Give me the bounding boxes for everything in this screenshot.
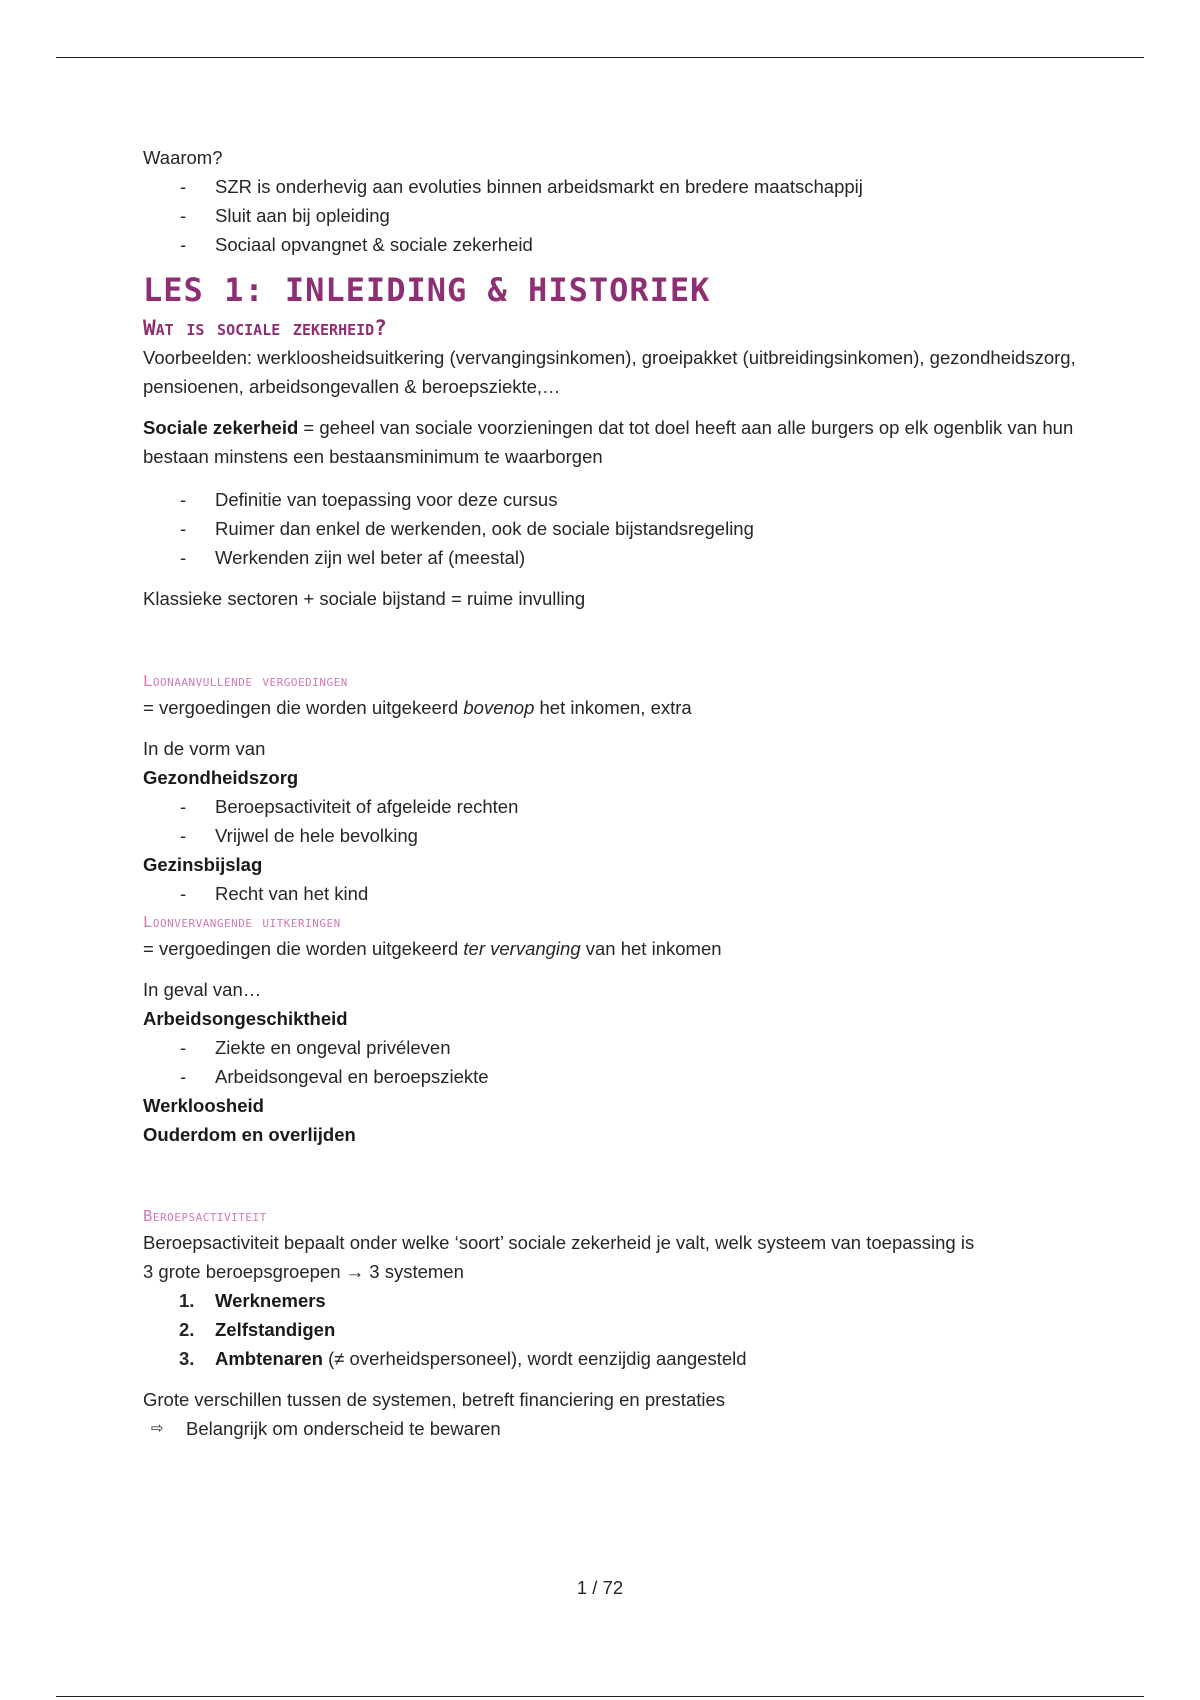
health-title: Gezondheidszorg: [143, 767, 299, 788]
definition-emphasis: bovenop: [463, 697, 535, 718]
list-number: 1.: [179, 1290, 195, 1311]
top-rule: [56, 57, 1144, 58]
page-content: [143, 143, 1103, 1443]
list-item: - Beroepsactiviteit of afgeleide rechten: [215, 792, 1103, 821]
definition-paragraph: [143, 413, 1103, 471]
list-item: - Sluit aan bij opleiding: [215, 201, 1103, 230]
list-item: - Ziekte en ongeval privéleven: [215, 1033, 1103, 1062]
intro-list: [143, 172, 1103, 259]
loonaanvullend-title: Loonaanvullende vergoedingen: [143, 672, 348, 690]
family-list: [143, 879, 1103, 908]
case-intro: In geval van…: [143, 979, 262, 1000]
arrow-icon: ⇨: [151, 1420, 164, 1437]
family-title: Gezinsbijslag: [143, 854, 263, 875]
list-number: 2.: [179, 1319, 195, 1340]
health-list: [143, 792, 1103, 850]
section-title: Wat is sociale zekerheid?: [143, 316, 387, 340]
list-item: [179, 1315, 1103, 1344]
definition-list: [143, 485, 1103, 572]
examples-text: Voorbeelden: werkloosheidsuitkering (vervangingsinkomen), groeipakket (uitbreidingsinkomen), gezondheidszorg, pensioenen, arbeidsongevallen & beroepsziekte,…: [143, 347, 1076, 397]
incapacity-list: [143, 1033, 1103, 1091]
definition-term: Sociale zekerheid: [143, 417, 299, 438]
list-item: - Werkenden zijn wel beter af (meestal): [215, 543, 1103, 572]
conclusion-text: Belangrijk om onderscheid te bewaren: [186, 1418, 501, 1439]
beroepsgroepen-list: [143, 1286, 1103, 1373]
list-item: [179, 1344, 1103, 1373]
list-item: - Recht van het kind: [215, 879, 1103, 908]
lesson-title: LES 1: INLEIDING & HISTORIEK: [143, 271, 711, 309]
old-age-title: Ouderdom en overlijden: [143, 1124, 356, 1145]
list-item: - Arbeidsongeval en beroepsziekte: [215, 1062, 1103, 1091]
beroepsactiviteit-text: Beroepsactiviteit bepaalt onder welke ‘soort’ sociale zekerheid je valt, welk systeem van toepassing is: [143, 1232, 975, 1253]
list-item: - Ruimer dan enkel de werkenden, ook de sociale bijstandsregeling: [215, 514, 1103, 543]
page-number: 1 / 72: [576, 1577, 624, 1598]
list-item: [179, 1286, 1103, 1315]
list-item: - SZR is onderhevig aan evoluties binnen arbeidsmarkt en bredere maatschappij: [215, 172, 1103, 201]
loonvervangend-title: Loonvervangende uitkeringen: [143, 913, 341, 931]
group-name: Ambtenaren: [215, 1348, 323, 1369]
definition-prefix: = vergoedingen die worden uitgekeerd: [143, 938, 464, 959]
loonaanvullend-definition: [143, 693, 1103, 722]
incapacity-title: Arbeidsongeschiktheid: [143, 1008, 348, 1029]
definition-text: = geheel van sociale voorzieningen dat tot doel heeft aan alle burgers op elk ogenblik van hun bestaan minstens een bestaansminimum te waarborgen: [143, 417, 1074, 467]
beroepsgroepen-text: 3 grote beroepsgroepen → 3 systemen: [143, 1261, 464, 1282]
differences-text: Grote verschillen tussen de systemen, betreft financiering en prestaties: [143, 1389, 726, 1410]
list-number: 3.: [179, 1348, 195, 1369]
group-name: Zelfstandigen: [215, 1319, 336, 1340]
list-item: - Sociaal opvangnet & sociale zekerheid: [215, 230, 1103, 259]
loonvervangend-definition: [143, 934, 1103, 963]
form-intro: In de vorm van: [143, 738, 266, 759]
bottom-rule: [56, 1696, 1144, 1697]
definition-prefix: = vergoedingen die worden uitgekeerd: [143, 697, 464, 718]
list-item: - Definitie van toepassing voor deze cursus: [215, 485, 1103, 514]
definition-suffix: het inkomen, extra: [534, 697, 692, 718]
list-item: - Vrijwel de hele bevolking: [215, 821, 1103, 850]
beroepsactiviteit-title: Beroepsactiviteit: [143, 1207, 267, 1225]
group-extra: (≠ overheidspersoneel), wordt eenzijdig aangesteld: [322, 1348, 747, 1369]
intro-question: Waarom?: [143, 147, 223, 168]
definition-emphasis: ter vervanging: [463, 938, 581, 959]
definition-suffix: van het inkomen: [580, 938, 722, 959]
unemployment-title: Werkloosheid: [143, 1095, 264, 1116]
classic-sectors-text: Klassieke sectoren + sociale bijstand = ruime invulling: [143, 588, 586, 609]
group-name: Werknemers: [215, 1290, 326, 1311]
conclusion-item: [143, 1414, 1103, 1443]
